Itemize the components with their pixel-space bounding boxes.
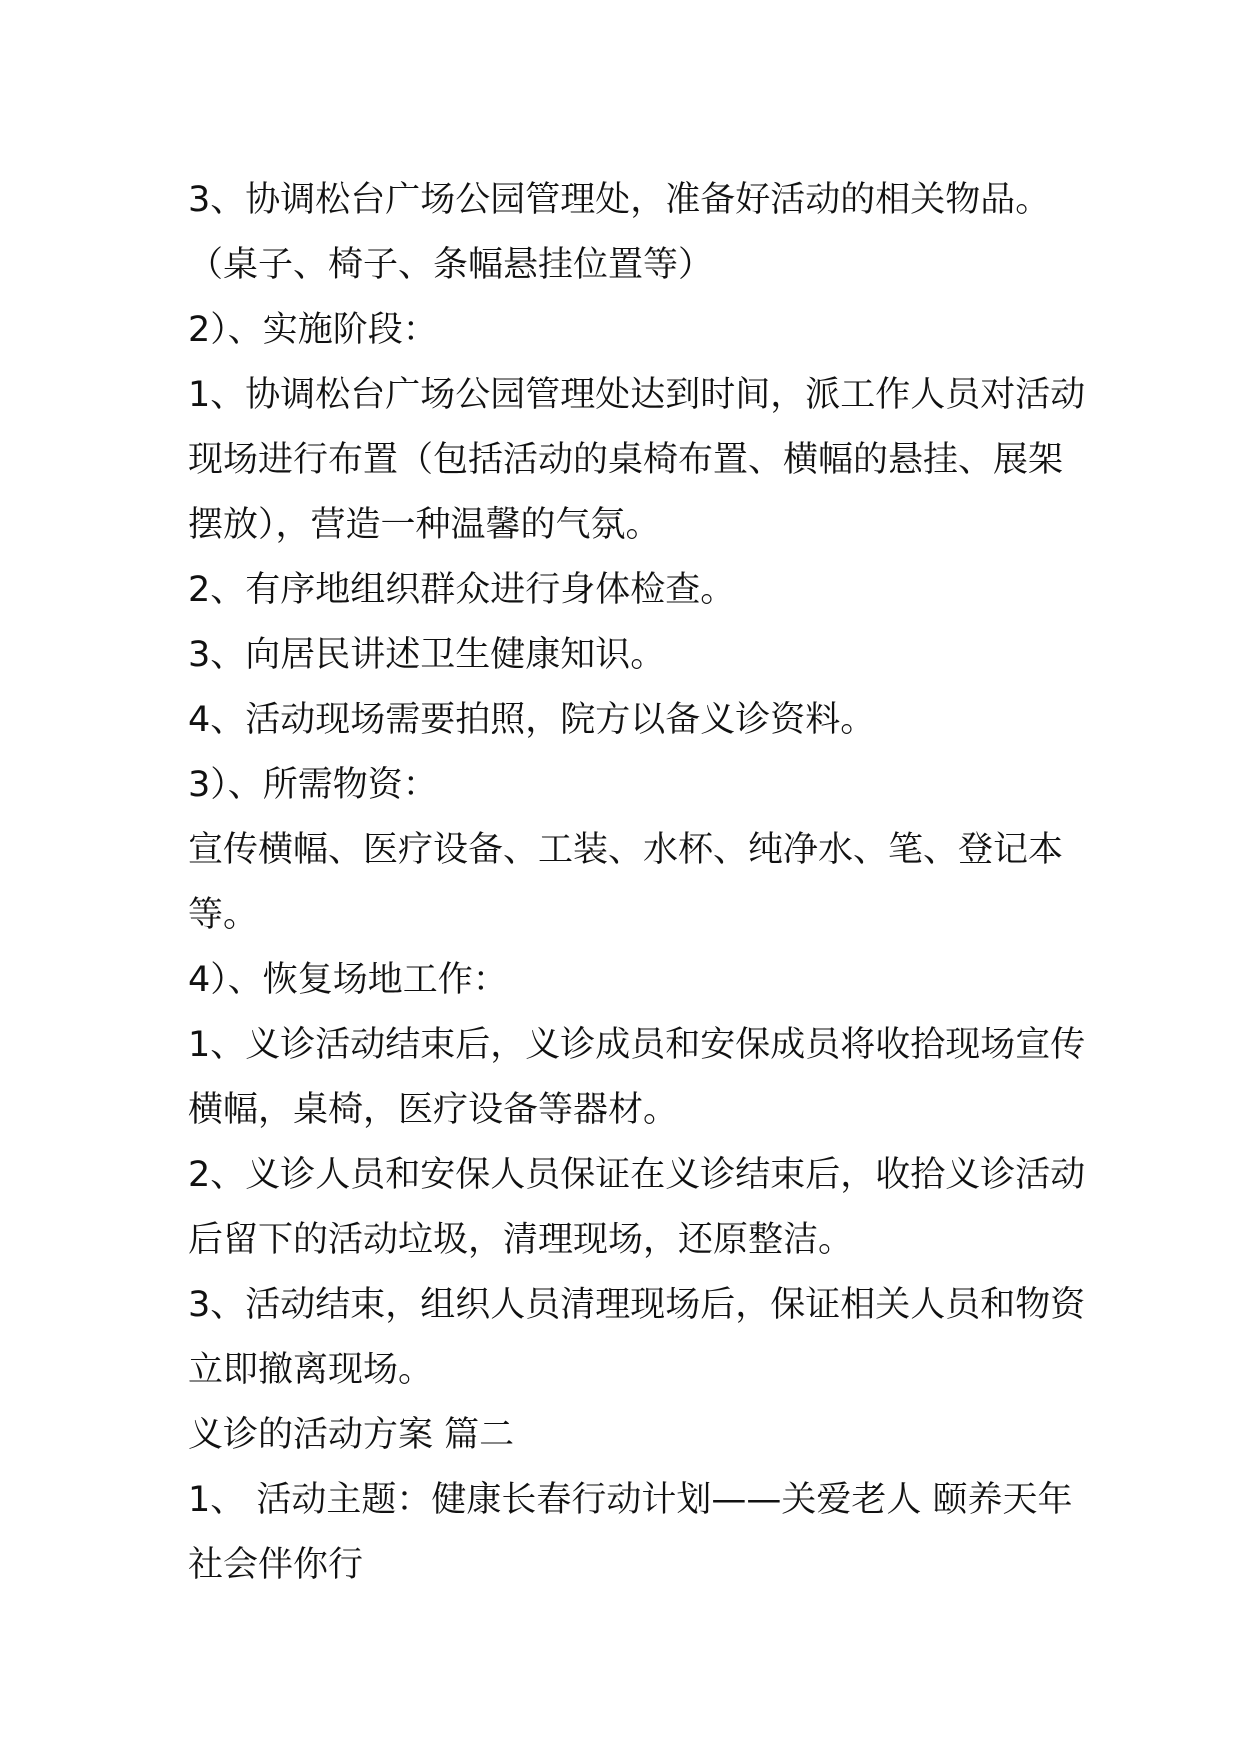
text-line: 宣传横幅、医疗设备、工装、水杯、纯净水、笔、登记本	[188, 830, 1064, 870]
text-line: 横幅，桌椅，医疗设备等器材。	[188, 1090, 679, 1130]
document-body	[188, 168, 1086, 1598]
text-line: 2、有序地组织群众进行身体检查。	[188, 570, 736, 610]
text-line: 1、 活动主题：健康长春行动计划——关爱老人 颐养天年	[188, 1480, 1073, 1520]
text-line: 立即撤离现场。	[188, 1350, 434, 1390]
text-line: 3、活动结束，组织人员清理现场后，保证相关人员和物资	[188, 1285, 1086, 1325]
text-line: 1、义诊活动结束后，义诊成员和安保成员将收拾现场宣传	[188, 1025, 1086, 1065]
text-line: 等。	[188, 895, 259, 935]
text-line: 现场进行布置（包括活动的桌椅布置、横幅的悬挂、展架	[188, 440, 1064, 480]
text-line: （桌子、椅子、条幅悬挂位置等）	[188, 245, 714, 285]
text-line: 摆放），营造一种温馨的气氛。	[188, 505, 661, 545]
section-title: 义诊的活动方案 篇二	[188, 1415, 515, 1455]
section-heading: 2）、实施阶段：	[188, 310, 438, 350]
text-line: 社会伴你行	[188, 1545, 364, 1585]
text-line: 后留下的活动垃圾，清理现场，还原整洁。	[188, 1220, 854, 1260]
text-line: 3、向居民讲述卫生健康知识。	[188, 635, 666, 675]
text-line: 3、协调松台广场公园管理处，准备好活动的相关物品。	[188, 180, 1051, 220]
section-heading: 4）、恢复场地工作：	[188, 960, 508, 1000]
section-heading: 3）、所需物资：	[188, 765, 438, 805]
text-line: 4、活动现场需要拍照，院方以备义诊资料。	[188, 700, 876, 740]
text-line: 2、义诊人员和安保人员保证在义诊结束后，收拾义诊活动	[188, 1155, 1086, 1195]
text-line: 1、协调松台广场公园管理处达到时间，派工作人员对活动	[188, 375, 1086, 415]
